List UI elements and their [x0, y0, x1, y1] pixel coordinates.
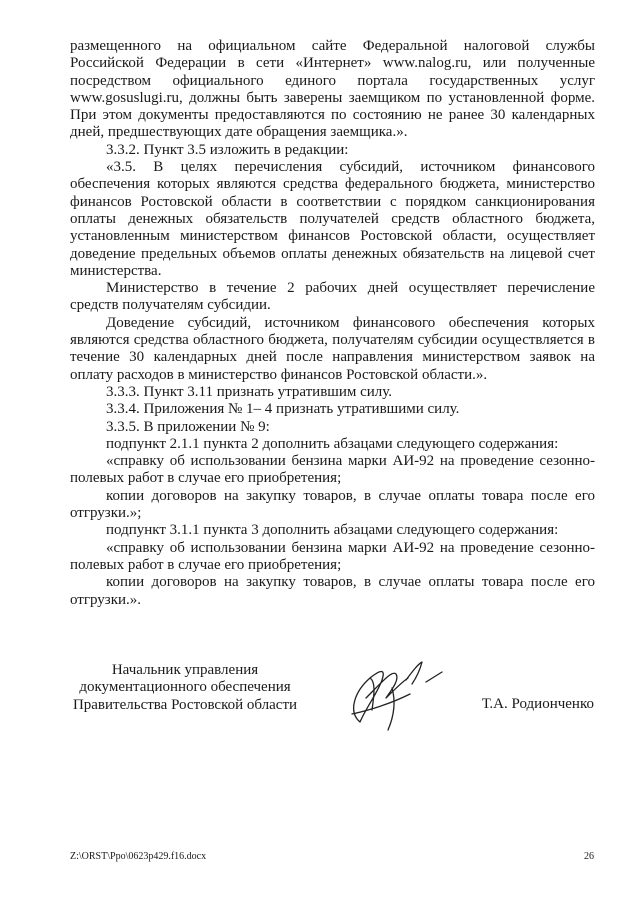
- body-text: [70, 38, 595, 609]
- paragraph-13: «справку об использовании бензина марки АИ-92 на проведение сезонно-полевых работ в случае его приобретения;: [70, 539, 595, 573]
- signer-title-line: документационного обеспечения: [79, 679, 291, 696]
- signer-name: Т.А. Родионченко: [481, 696, 594, 712]
- paragraph-9: подпункт 2.1.1 пункта 2 дополнить абзацами следующего содержания:: [106, 435, 559, 452]
- paragraph-1: размещенного на официальном сайте Федеральной налоговой службы Российской Федерации в сети «Интернет» www.nalog.ru, или полученные посредством официального единого портала государственных услуг www.gosuslugi.ru, должны быть заверены заемщиком по установленной форме. При этом документы предоставляются по состоянию не ранее 30 календарных дней, предшествующих дате обращения заемщика.».: [70, 38, 595, 141]
- paragraph-4: Министерство в течение 2 рабочих дней осуществляет перечисление средств получателям субсидии.: [70, 280, 595, 314]
- paragraph-14: копии договоров на закупку товаров, в случае оплаты товара после его отгрузки.».: [70, 574, 595, 608]
- signer-title-line: Начальник управления: [111, 662, 259, 678]
- paragraph-5: Доведение субсидий, источником финансового обеспечения которых являются средства областного бюджета, получателям субсидии осуществляется в течение 30 календарных дней после направления министерством заявок на оплату расходов в министерство финансов Ростовской области.».: [70, 314, 595, 383]
- signer-title-line: Правительства Ростовской области: [72, 696, 298, 713]
- paragraph-7: 3.3.4. Приложения № 1– 4 признать утратившими силу.: [106, 401, 460, 418]
- paragraph-3: «3.5. В целях перечисления субсидий, источником финансового обеспечения которых являются средства федерального бюджета, министерство финансов Ростовской области в соответствии с порядком санкционирования оплаты денежных обязательств получателей средств областного бюджета, установленным министерством финансов Ростовской области, осуществляет доведение предельных объемов оплаты денежных обязательств на лицевой счет министерства.: [70, 159, 595, 279]
- paragraph-12: подпункт 3.1.1 пункта 3 дополнить абзацами следующего содержания:: [106, 522, 559, 539]
- handwritten-signature: [330, 652, 450, 732]
- paragraph-11: копии договоров на закупку товаров, в случае оплаты товара после его отгрузки.»;: [70, 487, 595, 522]
- page-number: 26: [584, 851, 594, 862]
- paragraph-6: 3.3.3. Пункт 3.11 признать утратившим силу.: [106, 383, 393, 400]
- paragraph-8: 3.3.5. В приложении № 9:: [106, 418, 270, 435]
- footer-file-path: Z:\ORST\Ppo\0623p429.f16.docx: [70, 851, 207, 862]
- signer-title: [60, 662, 310, 714]
- paragraph-2: 3.3.2. Пункт 3.5 изложить в редакции:: [106, 141, 349, 158]
- paragraph-10: «справку об использовании бензина марки АИ-92 на проведение сезонно-полевых работ в случае его приобретения;: [70, 453, 595, 487]
